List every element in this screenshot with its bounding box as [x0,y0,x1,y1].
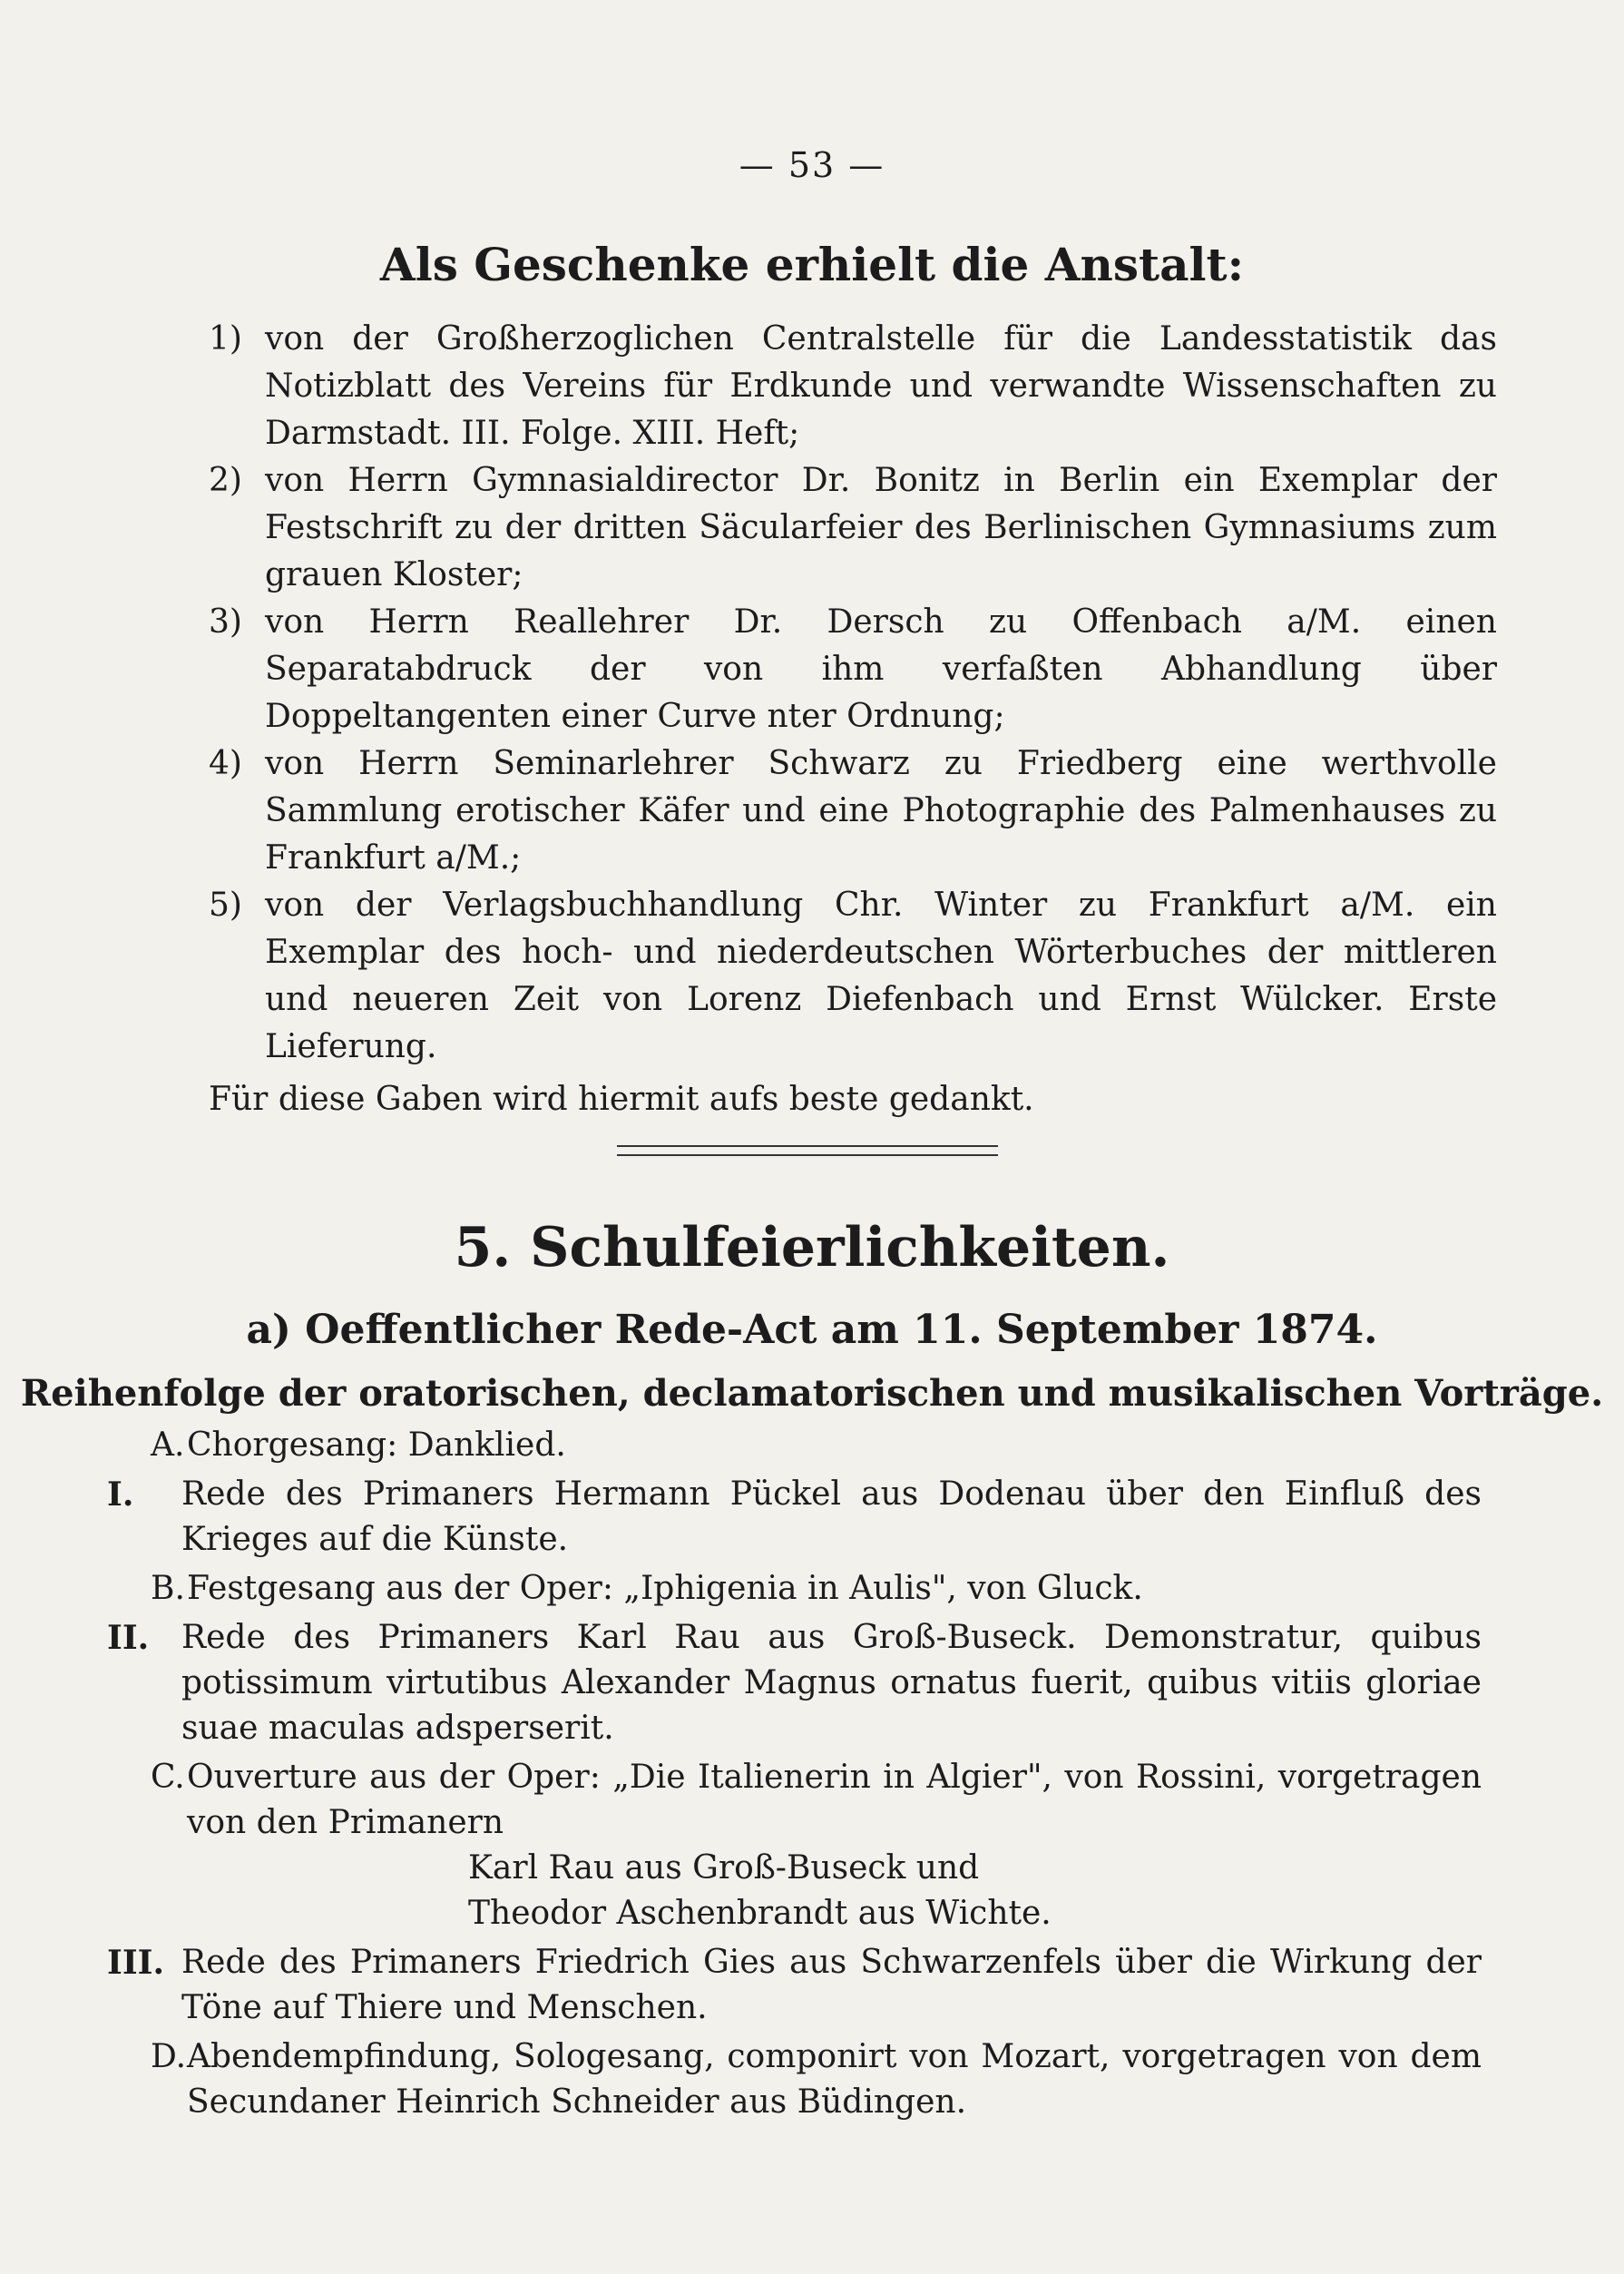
program-list [107,1423,1482,2129]
program-item [107,1423,1482,1468]
program-item-label: III. [107,1944,165,1982]
program-item [107,1755,1482,1936]
gifts-heading: Als Geschenke erhielt die Anstalt: [379,238,1245,291]
section-heading: 5. Schulfeierlichkeiten. [454,1216,1170,1279]
gift-entry-text: von Herrn Reallehrer Dr. Dersch zu Offenbach a/M. einen Separatabdruck der von ihm verfaßten Abhandlung über Doppeltangenten einer Curve nter Ordnung; [265,603,1497,735]
program-heading: Reihenfolge der oratorischen, declamatorischen und musikalischen Vorträge. [20,1372,1604,1415]
gift-entry [209,740,1497,882]
program-item [107,1615,1482,1751]
program-item [107,2034,1482,2125]
program-item-label: D. [151,2038,187,2075]
program-item-label: C. [151,1759,185,1796]
gift-entry [209,316,1497,457]
program-item [107,1472,1482,1563]
program-item [107,1940,1482,2031]
gift-entry-number: 4) [209,745,242,782]
program-item-label: B. [151,1570,185,1607]
gift-entry-number: 5) [209,887,242,924]
program-item-text: Chorgesang: Danklied. [187,1426,566,1464]
program-item-label: A. [151,1426,185,1464]
gift-entry [209,457,1497,599]
gift-entry [209,882,1497,1071]
performer-line: Karl Rau aus Groß-Buseck und [468,1849,980,1887]
section-divider [617,1145,998,1156]
gift-entry-number: 2) [209,462,242,499]
program-item-label: II. [107,1619,150,1657]
gift-entry [209,599,1497,740]
program-item-text: Festgesang aus der Oper: „Iphigenia in Aulis", von Gluck. [187,1570,1143,1607]
program-item [107,1566,1482,1612]
program-item-text: Abendempfindung, Sologesang, componirt von Mozart, vorgetragen von dem Secundaner Heinrich Schneider aus Büdingen. [187,2038,1482,2121]
gift-entry-number: 3) [209,603,242,641]
page-number: — 53 — [739,145,885,185]
section-subheading: a) Oeffentlicher Rede-Act am 11. September 1874. [246,1307,1378,1353]
gift-entry-text: von der Verlagsbuchhandlung Chr. Winter zu Frankfurt a/M. ein Exemplar des hoch- und niederdeutschen Wörterbuches der mittleren und neueren Zeit von Lorenz Diefenbach und Ernst Wülcker. Erste Lieferung. [265,887,1497,1065]
program-item-text: Rede des Primaners Friedrich Gies aus Schwarzenfels über die Wirkung der Töne auf Thiere und Menschen. [181,1944,1482,2026]
gift-entry-number: 1) [209,320,242,358]
gifts-list [209,316,1497,1123]
program-item-text: Rede des Primaners Karl Rau aus Groß-Buseck. Demonstratur, quibus potissimum virtutibus Alexander Magnus ornatus fuerit, quibus vitiis gloriae suae maculas adsperserit. [181,1619,1482,1747]
gift-entry-text: von der Großherzoglichen Centralstelle für die Landesstatistik das Notizblatt des Vereins für Erdkunde und verwandte Wissenschaften zu Darmstadt. III. Folge. XIII. Heft; [265,320,1497,452]
gift-entry-text: von Herrn Gymnasialdirector Dr. Bonitz in Berlin ein Exemplar der Festschrift zu der dritten Säcularfeier des Berlinischen Gymnasiums zum grauen Kloster; [265,462,1497,593]
performer-line: Theodor Aschenbrandt aus Wichte. [468,1895,1052,1932]
gift-entry-text: von Herrn Seminarlehrer Schwarz zu Friedberg eine werthvolle Sammlung erotischer Käfer und eine Photographie des Palmenhauses zu Frankfurt a/M.; [265,745,1497,877]
program-item-label: I. [107,1475,134,1514]
thanks-line: Für diese Gaben wird hiermit aufs beste gedankt. [209,1081,1034,1118]
program-item-text: Ouverture aus der Oper: „Die Italienerin in Algier", von Rossini, vorgetragen von den Primanern [187,1759,1482,1841]
program-item-text: Rede des Primaners Hermann Pückel aus Dodenau über den Einfluß des Krieges auf die Künste. [181,1475,1482,1558]
